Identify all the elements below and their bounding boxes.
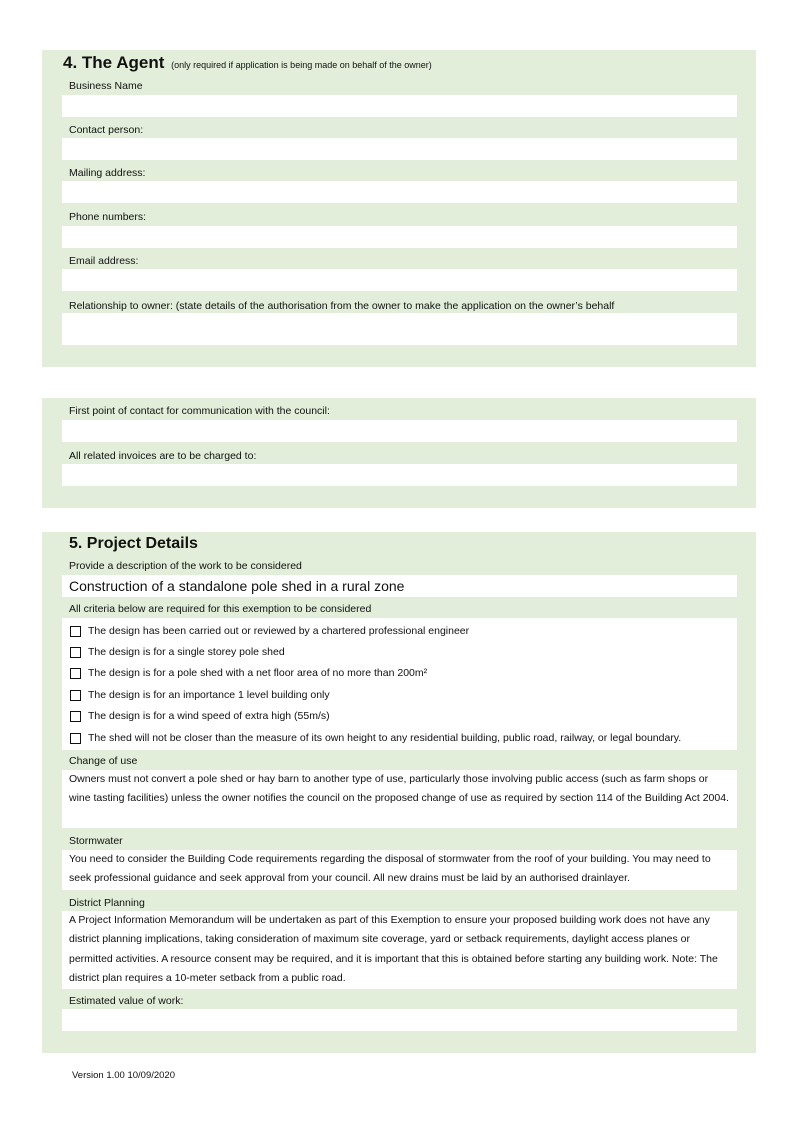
- change-of-use-box: [62, 770, 737, 828]
- contact-person-field[interactable]: [62, 138, 737, 160]
- email-address-field[interactable]: [62, 269, 737, 291]
- first-point-of-contact-label: First point of contact for communication with the council:: [69, 405, 330, 417]
- criteria-item[interactable]: [70, 622, 469, 640]
- checkbox-icon[interactable]: [70, 733, 81, 744]
- estimated-value-field[interactable]: [62, 1009, 737, 1031]
- business-name-field[interactable]: [62, 95, 737, 117]
- criteria-item-label: The shed will not be closer than the measure of its own height to any residential building, public road, railway, or legal boundary.: [88, 732, 682, 744]
- criteria-item-label: The design is for a wind speed of extra high (55m/s): [88, 710, 330, 722]
- version-footer: Version 1.00 10/09/2020: [72, 1070, 176, 1081]
- description-field[interactable]: [62, 575, 737, 597]
- criteria-label: All criteria below are required for this exemption to be considered: [69, 603, 372, 615]
- stormwater-box: [62, 850, 737, 890]
- contact-section: [42, 398, 756, 508]
- criteria-list: [62, 618, 737, 750]
- criteria-item[interactable]: [70, 729, 681, 747]
- checkbox-icon[interactable]: [70, 626, 81, 637]
- district-planning-box: [62, 911, 737, 989]
- checkbox-icon[interactable]: [70, 668, 81, 679]
- description-value: Construction of a standalone pole shed in a rural zone: [69, 578, 405, 594]
- invoices-charged-to-field[interactable]: [62, 464, 737, 486]
- criteria-item-label: The design is for a pole shed with a net floor area of no more than 200m²: [88, 667, 428, 679]
- checkbox-icon[interactable]: [70, 647, 81, 658]
- relationship-to-owner-field[interactable]: [62, 313, 737, 345]
- agent-title-text: 4. The Agent: [63, 53, 165, 72]
- project-details-title: 5. Project Details: [69, 535, 198, 552]
- stormwater-label: Stormwater: [69, 835, 123, 847]
- mailing-address-field[interactable]: [62, 181, 737, 203]
- change-of-use-label: Change of use: [69, 755, 138, 767]
- mailing-address-label: Mailing address:: [69, 167, 146, 179]
- criteria-item[interactable]: [70, 707, 330, 725]
- criteria-item-label: The design has been carried out or reviewed by a chartered professional engineer: [88, 625, 470, 637]
- district-planning-text: A Project Information Memorandum will be undertaken as part of this Exemption to ensure your proposed building work does not have any district planning implications, taking consideration of maximum site coverage, yard or setback requirements, daylight access planes or permitted activities. A resource consent may be required, and it is important that this is obtained before starting any building work. Note: The district plan requires a 10-meter setback from a public road.: [69, 914, 718, 984]
- criteria-item[interactable]: [70, 643, 285, 661]
- relationship-to-owner-label: Relationship to owner: (state details of the authorisation from the owner to make the application on the owner’s behalf: [69, 300, 615, 312]
- agent-section-title: [63, 53, 432, 75]
- email-address-label: Email address:: [69, 255, 139, 267]
- criteria-item[interactable]: [70, 686, 330, 704]
- phone-numbers-field[interactable]: [62, 226, 737, 248]
- project-details-section: [42, 532, 756, 1053]
- checkbox-icon[interactable]: [70, 711, 81, 722]
- description-label: Provide a description of the work to be considered: [69, 560, 302, 572]
- stormwater-text: You need to consider the Building Code requirements regarding the disposal of stormwater from the roof of your building. You may need to seek professional guidance and seek approval from your council. All new drains must be laid by an authorised drainlayer.: [69, 853, 711, 885]
- agent-title-note: (only required if application is being made on behalf of the owner): [171, 60, 432, 70]
- district-planning-label: District Planning: [69, 897, 145, 909]
- first-point-of-contact-field[interactable]: [62, 420, 737, 442]
- criteria-item[interactable]: [70, 664, 427, 682]
- phone-numbers-label: Phone numbers:: [69, 211, 147, 223]
- criteria-item-label: The design is for an importance 1 level building only: [88, 689, 330, 701]
- invoices-charged-to-label: All related invoices are to be charged to:: [69, 450, 257, 462]
- contact-person-label: Contact person:: [69, 124, 144, 136]
- change-of-use-text: Owners must not convert a pole shed or hay barn to another type of use, particularly those involving public access (such as farm shops or wine tasting facilities) unless the owner notifies the council on the proposed change of use as required by section 114 of the Building Act 2004.: [69, 773, 729, 805]
- checkbox-icon[interactable]: [70, 690, 81, 701]
- estimated-value-label: Estimated value of work:: [69, 995, 184, 1007]
- criteria-item-label: The design is for a single storey pole shed: [88, 646, 285, 658]
- business-name-label: Business Name: [69, 80, 143, 92]
- agent-section: [42, 50, 756, 367]
